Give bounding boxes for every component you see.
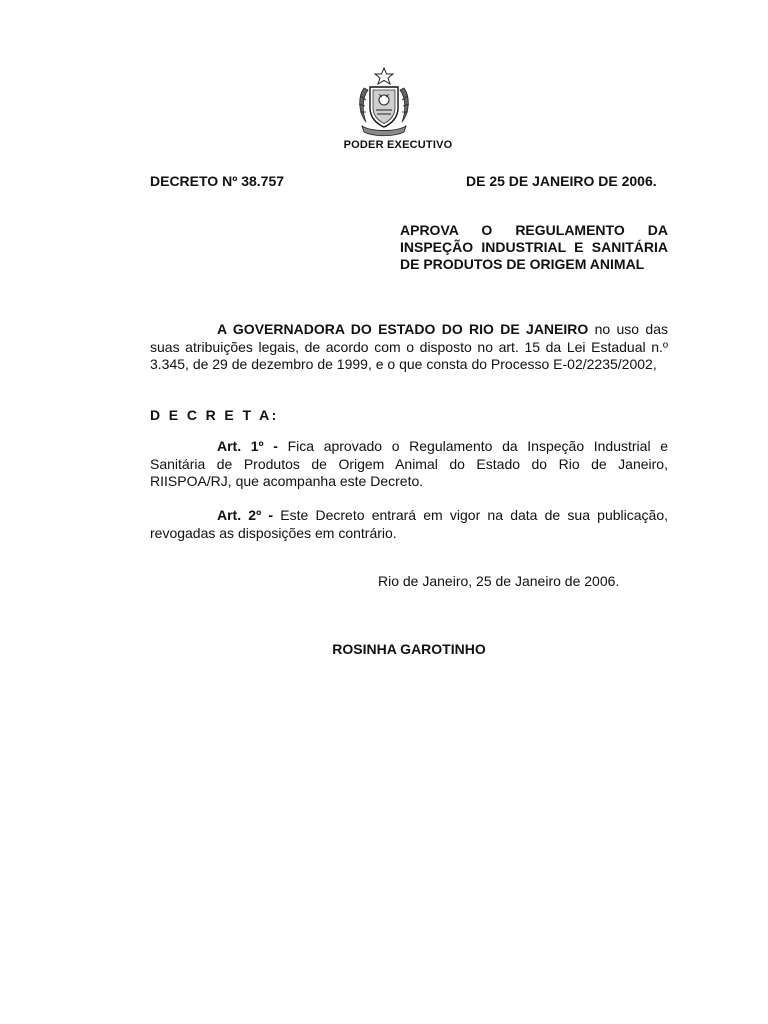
article-1-paragraph [150,438,668,491]
decree-summary-line: INSPEÇÃO INDUSTRIAL E SANITÁRIA [400,239,668,255]
signatory-name: ROSINHA GAROTINHO [332,641,486,657]
decree-summary-line: DE PRODUTOS DE ORIGEM ANIMAL [400,256,645,272]
decree-number: DECRETO Nº 38.757 [150,173,285,189]
executive-branch-heading: PODER EXECUTIVO [343,139,453,151]
decrees-heading: D E C R E T A: [150,407,279,423]
article-2-text: Este Decreto entrará em vigor na data de sua publicação, revogadas as disposições em contrário. [150,507,669,541]
preamble-paragraph [150,321,668,374]
state-coat-of-arms-icon [352,66,416,138]
article-1-text: Fica aprovado o Regulamento da Inspeção Industrial e Sanitária de Produtos de Origem Animal do Estado do Rio de Janeiro, RIISPOA/RJ, que acompanha este Decreto. [150,438,668,489]
decree-summary [400,222,668,273]
place-and-date: Rio de Janeiro, 25 de Janeiro de 2006. [378,573,620,589]
governor-title: A GOVERNADORA DO ESTADO DO RIO DE JANEIRO [217,321,589,337]
preamble-text: no uso das suas atribuições legais, de acordo com o disposto no art. 15 da Lei Estadual n.º 3.345, de 29 de dezembro de 1999, e o que consta do Processo E-02/2235/2002, [150,321,668,372]
decree-summary-line: APROVA O REGULAMENTO DA [400,222,668,238]
decree-date: DE 25 DE JANEIRO DE 2006. [466,173,657,189]
article-2-label: Art. 2º - [217,507,281,523]
article-1-label: Art. 1º - [217,438,288,454]
article-2-paragraph [150,507,668,542]
